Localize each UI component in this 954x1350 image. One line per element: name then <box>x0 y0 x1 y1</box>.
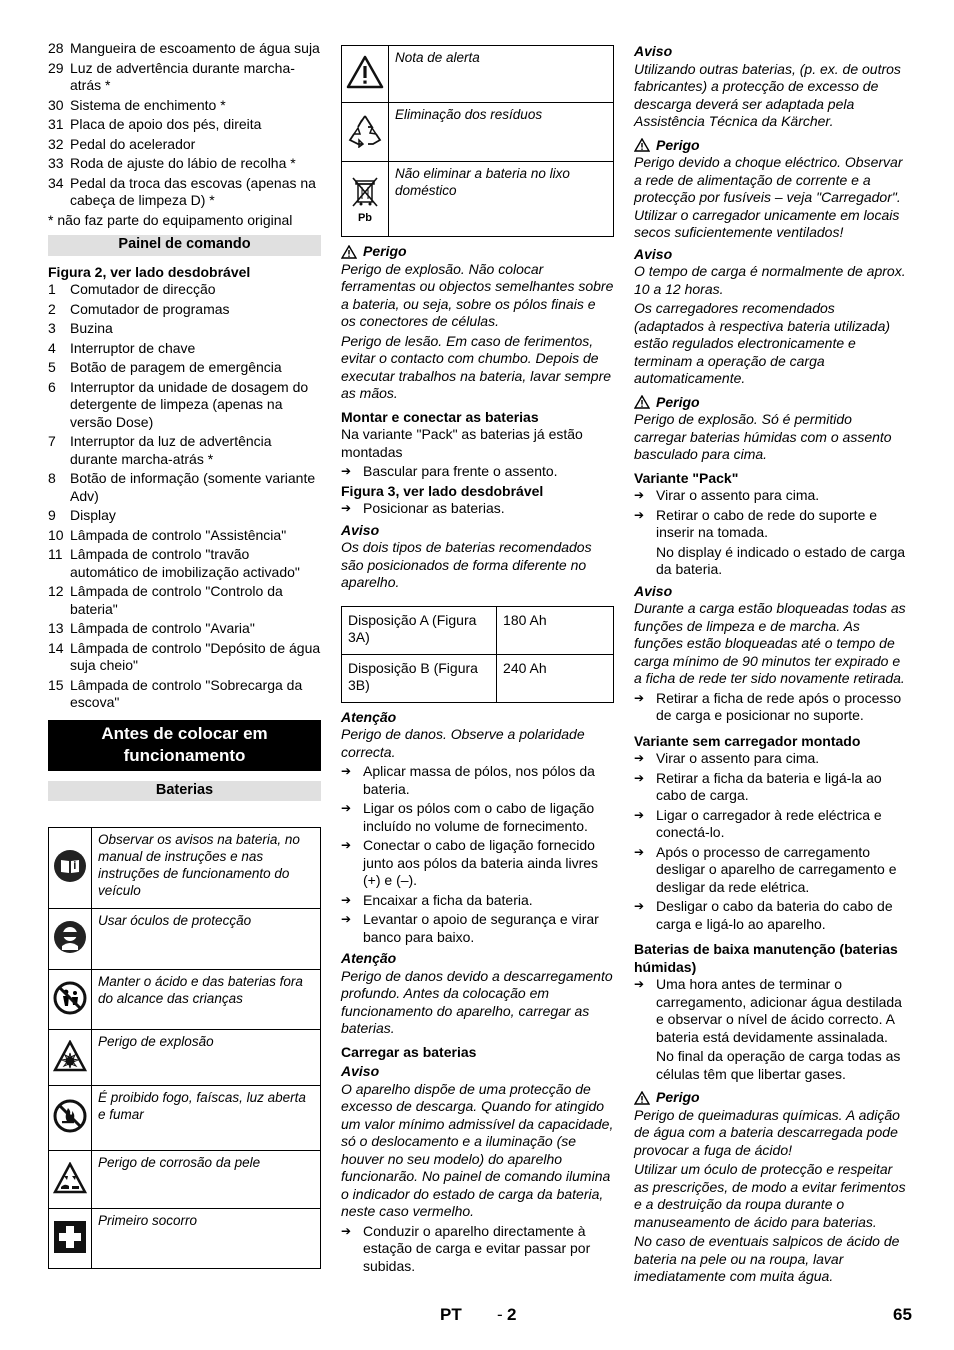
symbol-cell <box>342 46 389 103</box>
item-number: 11 <box>48 546 63 562</box>
item-number: 33 <box>48 155 64 171</box>
symbol-row <box>49 828 321 909</box>
item-text: Lâmpada de controlo "Sobrecarga da escova" <box>70 676 303 710</box>
list-item <box>48 40 321 58</box>
item-text: Luz de advertência durante marcha-atrás * <box>70 59 295 93</box>
symbol-cell <box>49 1209 92 1269</box>
notice-text: O aparelho dispõe de uma protecção de excesso de descarga. Quando for atingido um valor mínimo admissível da capacidade, só o deslocamento e a iluminação (se houver no seu modelo) do aparelho funcionarão. No painel de comando ilumina o indicador do estado de carga da bateria, neste caso vermelho. <box>341 1080 614 1219</box>
notice-label: Aviso <box>341 521 380 538</box>
explosion-icon <box>53 1060 87 1075</box>
notice-text: Utilizando outras baterias, (p. ex. de outros fabricantes) a protecção de excesso de descarga deverá ser adaptada pela Assistência Técnica da Kärcher. <box>634 60 901 129</box>
item-text: Interruptor da luz de advertência durante marcha-atrás * <box>70 433 272 467</box>
item-text: Lâmpada de controlo "Controlo da bateria" <box>70 583 283 617</box>
item-number: 14 <box>48 639 64 656</box>
figure-ref: Figura 3, ver lado desdobrável <box>341 482 544 499</box>
item-text: Pedal da troca das escovas (apenas na cabeça de limpeza D) * <box>70 174 316 208</box>
no-fire-icon <box>53 1121 87 1136</box>
item-number: 31 <box>48 116 64 132</box>
item-number: 32 <box>48 135 64 152</box>
no-bin-icon <box>349 196 381 211</box>
children-icon <box>53 1003 87 1018</box>
danger-text: Perigo de explosão. Não colocar ferramentas ou objectos semelhantes sobre a bateria, ou seja, sobre os pólos finais e os conectores de células. <box>341 260 614 329</box>
step: ➔ Após o processo de carregamento desligar o aparelho de carregamento e desligar da rede elétrica. <box>634 843 897 895</box>
warning-icon <box>346 77 384 92</box>
list-item <box>48 527 321 545</box>
list-item <box>48 175 321 210</box>
symbol-row <box>342 46 614 103</box>
symbol-row <box>49 1151 321 1209</box>
attention-text: Perigo de danos. Observe a polaridade correcta. <box>341 726 585 760</box>
step: ➔ Bascular para frente o assento. <box>341 463 558 479</box>
item-number: 2 <box>48 300 56 317</box>
notice-label: Aviso <box>634 43 673 59</box>
table-row <box>342 654 614 702</box>
symbol-cell <box>49 828 92 909</box>
column-1 <box>48 40 321 1269</box>
symbol-cell <box>49 970 92 1030</box>
list-item <box>48 136 321 154</box>
item-text: Lâmpada de controlo "travão automático de imobilização activado" <box>70 546 300 580</box>
item-number: 7 <box>48 433 56 449</box>
item-text: Lâmpada de controlo "Assistência" <box>70 526 287 543</box>
danger-heading: Perigo <box>341 243 614 261</box>
attention-label: Atenção <box>341 950 397 966</box>
step: ➔ Encaixar a ficha da bateria. <box>341 891 533 908</box>
goggles-icon <box>53 942 87 957</box>
battery-arrangement-table <box>341 606 614 703</box>
item-number: 4 <box>48 339 56 356</box>
notice-text: Os carregadores recomendados (adaptados à respectiva bateria utilizada) estão regulados electronicamente e terminam a operação de carga automaticamente. <box>634 300 891 386</box>
batteries-heading: Baterias <box>48 781 321 802</box>
symbol-description: Perigo de corrosão da pele <box>92 1151 321 1209</box>
item-text: Placa de apoio dos pés, direita <box>70 116 262 132</box>
notice-label: Aviso <box>634 582 673 599</box>
panel-items-list <box>48 281 321 712</box>
step: ➔ Ligar o carregador à rede eléctrica e conectá-lo. <box>634 806 882 840</box>
item-text: Pedal do acelerador <box>70 135 196 152</box>
item-text: Lâmpada de controlo "Avaria" <box>70 620 255 636</box>
item-number: 13 <box>48 620 64 636</box>
notice-label: Aviso <box>341 1063 380 1079</box>
danger-heading: Perigo <box>634 1089 907 1107</box>
attention-label: Atenção <box>341 708 397 725</box>
subheading: Variante "Pack" <box>634 469 739 486</box>
subheading: Variante sem carregador montado <box>634 732 861 749</box>
symbol-description: Manter o ácido e das baterias fora do alcance das crianças <box>92 970 321 1030</box>
warning-icon <box>634 395 650 409</box>
column-2 <box>341 45 614 1277</box>
subheading: Carregar as baterias <box>341 1043 477 1060</box>
column-3 <box>634 43 907 1288</box>
symbol-row <box>49 970 321 1030</box>
item-number: 10 <box>48 526 64 543</box>
danger-heading: Perigo <box>634 137 907 155</box>
symbol-description: Não eliminar a bateria no lixo doméstico <box>389 162 614 237</box>
step: ➔ Ligar os pólos com o cabo de ligação incluído no volume de fornecimento. <box>341 800 595 834</box>
arrangement-cell: Disposição A (Figura 3A) <box>342 606 497 654</box>
list-item <box>48 60 321 95</box>
attention-text: Perigo de danos devido a descarregamento profundo. Antes da colocação em funcionamento do aparelho, carregar as baterias. <box>341 967 613 1036</box>
symbol-cell <box>342 162 389 237</box>
list-item <box>48 620 321 638</box>
item-number: 8 <box>48 470 56 486</box>
subheading: Baterias de baixa manutenção (baterias húmidas) <box>634 941 898 975</box>
symbols-table <box>341 45 614 237</box>
step: ➔ Retirar o cabo de rede do suporte e inserir na tomada. <box>634 506 878 540</box>
symbol-description: Nota de alerta <box>389 46 614 103</box>
list-item <box>48 116 321 134</box>
symbol-cell <box>49 1030 92 1086</box>
warning-icon <box>634 138 650 152</box>
list-item <box>48 546 321 581</box>
symbol-row <box>49 1209 321 1269</box>
page-number: 65 <box>893 1305 912 1324</box>
danger-text: Perigo de explosão. Só é permitido carregar baterias húmidas com o assento basculado para cima. <box>634 411 892 462</box>
capacity-cell: 240 Ah <box>497 654 614 702</box>
first-aid-icon <box>53 1242 87 1257</box>
symbol-row <box>49 1030 321 1086</box>
item-number: 12 <box>48 583 64 599</box>
list-item <box>48 583 321 618</box>
corrosion-icon <box>53 1182 87 1197</box>
warning-icon <box>634 1091 650 1105</box>
step: ➔ Desligar o cabo da bateria do cabo de carga e ligá-lo ao aparelho. <box>634 898 893 932</box>
panel-heading: Painel de comando <box>48 235 321 256</box>
danger-text: Perigo devido a choque eléctrico. Observar a rede de alimentação de corrente e a protecção por fusíveis – veja "Carregador". Utilizar o carregador unicamente em locais secos suficientemente ventilados! <box>634 154 903 240</box>
symbol-description: Primeiro socorro <box>92 1209 321 1269</box>
item-text: Comutador de programas <box>70 300 230 317</box>
arrangement-cell: Disposição B (Figura 3B) <box>342 654 497 702</box>
symbol-row <box>49 1086 321 1151</box>
steps-list <box>341 763 614 946</box>
item-text: Botão de informação (somente variante Adv) <box>70 470 316 504</box>
footnote: * não faz parte do equipamento original <box>48 211 293 228</box>
danger-text: Perigo de lesão. Em caso de ferimentos, evitar o contacto com chumbo. Depois de executar trabalhos na bateria, lavar sempre as mãos. <box>341 332 612 401</box>
step-note: No final da operação de carga todas as células têm que libertar gases. <box>656 1048 901 1082</box>
item-number: 3 <box>48 320 56 336</box>
item-text: Interruptor da unidade de dosagem do detergente de limpeza (apenas na versão Dose) <box>70 378 309 430</box>
footer-separator: - <box>497 1305 503 1324</box>
symbol-row <box>342 162 614 237</box>
item-text: Lâmpada de controlo "Depósito de água suja cheio" <box>70 639 321 673</box>
item-number: 30 <box>48 96 64 113</box>
warning-icon <box>341 245 357 259</box>
footer-language: PT <box>440 1305 462 1324</box>
item-number: 6 <box>48 378 56 395</box>
footer-number: 2 <box>507 1305 517 1324</box>
symbol-description: Usar óculos de protecção <box>92 909 321 970</box>
item-text: Sistema de enchimento * <box>70 96 226 113</box>
danger-text: No caso de eventuais salpicos de ácido de bateria na pele ou na roupa, lavar imediatamente com muita água. <box>634 1233 900 1284</box>
danger-heading: Perigo <box>634 394 907 412</box>
item-number: 9 <box>48 507 56 523</box>
symbol-description: Observar os avisos na bateria, no manual de instruções e nas instruções de funcionamento do veículo <box>92 828 321 909</box>
item-text: Comutador de direcção <box>70 281 216 297</box>
list-item <box>48 155 321 173</box>
section-title: Antes de colocar em funcionamento <box>48 720 321 771</box>
item-text: Interruptor de chave <box>70 339 196 356</box>
list-item <box>48 507 321 525</box>
step: ➔ Retirar a ficha da bateria e ligá-la ao cabo de carga. <box>634 769 882 803</box>
item-number: 34 <box>48 174 64 191</box>
symbol-row <box>342 103 614 162</box>
manual-icon <box>53 871 87 886</box>
danger-text: Utilizar um óculo de protecção e respeitar as prescrições, de modo a evitar ferimentos e a destruição da roupa durante o manuseamento de ácido para baterias. <box>634 1161 906 1230</box>
list-item <box>48 340 321 358</box>
item-number: 15 <box>48 676 64 693</box>
item-text: Buzina <box>70 320 113 336</box>
recycle-icon <box>346 136 384 151</box>
capacity-cell: 180 Ah <box>497 606 614 654</box>
step: ➔ Virar o assento para cima. <box>634 750 820 766</box>
step: ➔ Uma hora antes de terminar o carregamento, adicionar água destilada e observar o nível de ácido correcto. A bateria está devidamente assinalada. <box>634 976 902 1045</box>
step-note: No display é indicado o estado de carga da bateria. <box>656 543 906 577</box>
item-text: Display <box>70 507 116 523</box>
list-item <box>48 433 321 468</box>
steps-list <box>634 750 907 933</box>
subheading: Montar e conectar as baterias <box>341 408 539 425</box>
symbol-cell <box>49 1151 92 1209</box>
symbol-description: Perigo de explosão <box>92 1030 321 1086</box>
item-text: Mangueira de escoamento de água suja <box>70 40 320 56</box>
list-item <box>48 640 321 675</box>
symbol-cell <box>49 1086 92 1151</box>
step: ➔ Conectar o cabo de ligação fornecido junto aos pólos da bateria ainda livres (+) e (–). <box>341 837 599 888</box>
list-item <box>48 281 321 299</box>
item-text: Roda de ajuste do lábio de recolha * <box>70 155 296 171</box>
symbol-row <box>49 909 321 970</box>
symbol-description: É proibido fogo, faíscas, luz aberta e fumar <box>92 1086 321 1151</box>
battery-symbols-table <box>48 827 321 1269</box>
step: ➔ Posicionar as baterias. <box>341 500 505 516</box>
list-item <box>48 379 321 432</box>
list-item <box>48 359 321 377</box>
list-item <box>48 677 321 712</box>
panel-figure-ref: Figura 2, ver lado desdobrável <box>48 263 251 280</box>
list-item <box>48 470 321 505</box>
notice-text: Os dois tipos de baterias recomendados são posicionados de forma diferente no aparelho. <box>341 539 592 590</box>
item-number: 5 <box>48 359 56 375</box>
notice-text: O tempo de carga é normalmente de aprox. 10 a 12 horas. <box>634 263 906 297</box>
step: ➔ Levantar o apoio de segurança e virar banco para baixo. <box>341 911 599 945</box>
paragraph: Na variante "Pack" as baterias já estão montadas <box>341 426 583 460</box>
item-text: Botão de paragem de emergência <box>70 359 282 375</box>
list-item <box>48 301 321 319</box>
notice-label: Aviso <box>634 245 673 262</box>
step: ➔ Conduzir o aparelho directamente à estação de carga e evitar passar por subidas. <box>341 1222 591 1274</box>
symbol-cell <box>49 909 92 970</box>
symbol-description: Eliminação dos resíduos <box>389 103 614 162</box>
table-row <box>342 606 614 654</box>
step: ➔ Aplicar massa de pólos, nos pólos da bateria. <box>341 763 595 797</box>
lead-label: Pb <box>357 212 373 224</box>
step: ➔ Virar o assento para cima. <box>634 487 820 503</box>
item-number: 1 <box>48 281 56 297</box>
list-item <box>48 320 321 338</box>
step: ➔ Retirar a ficha de rede após o processo de carga e posicionar no suporte. <box>634 689 902 723</box>
notice-text: Durante a carga estão bloqueadas todas as funções de limpeza e de marcha. As funções estão bloqueadas até o tempo de carga mínimo de 90 minutos ter expirado e a ficha de rede ter sido novamente retirada. <box>634 600 906 686</box>
parts-list <box>48 40 321 210</box>
list-item <box>48 97 321 115</box>
item-number: 29 <box>48 59 64 76</box>
item-number: 28 <box>48 40 64 56</box>
symbol-cell <box>342 103 389 162</box>
danger-text: Perigo de queimaduras químicas. A adição de água com a bateria descarregada pode provocar a fuga de ácido! <box>634 1106 900 1158</box>
